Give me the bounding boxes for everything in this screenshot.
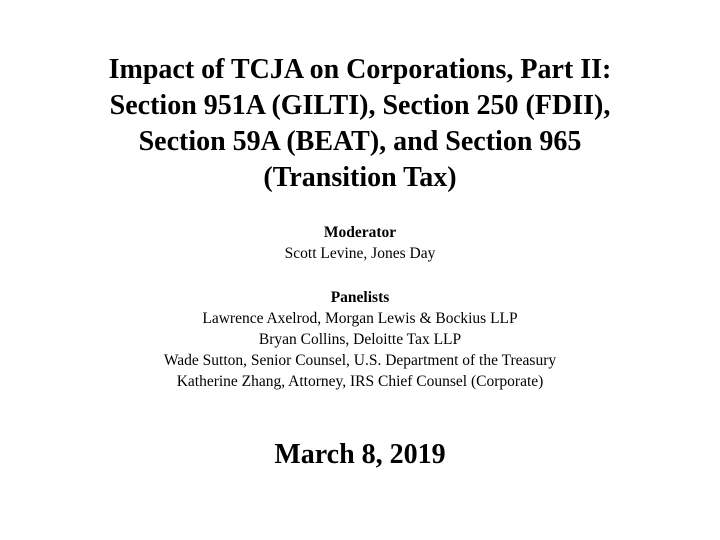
moderator-section bbox=[60, 222, 660, 264]
title-line: (Transition Tax) bbox=[263, 162, 457, 193]
panelist-name: Katherine Zhang, Attorney, IRS Chief Counsel (Corporate) bbox=[176, 373, 544, 390]
event-date: March 8, 2019 bbox=[274, 439, 446, 470]
panelists-heading: Panelists bbox=[330, 289, 390, 306]
panelist-name: Wade Sutton, Senior Counsel, U.S. Department of the Treasury bbox=[163, 352, 557, 369]
moderator-heading: Moderator bbox=[323, 224, 397, 241]
panelists-section bbox=[60, 287, 660, 392]
slide-title bbox=[60, 52, 660, 196]
moderator-name: Scott Levine, Jones Day bbox=[284, 245, 436, 262]
panelist-name: Lawrence Axelrod, Morgan Lewis & Bockius LLP bbox=[202, 310, 518, 327]
title-line: Section 59A (BEAT), and Section 965 bbox=[138, 126, 582, 157]
title-line: Impact of TCJA on Corporations, Part II: bbox=[108, 54, 612, 85]
title-line: Section 951A (GILTI), Section 250 (FDII), bbox=[109, 90, 611, 121]
panelist-name: Bryan Collins, Deloitte Tax LLP bbox=[258, 331, 462, 348]
